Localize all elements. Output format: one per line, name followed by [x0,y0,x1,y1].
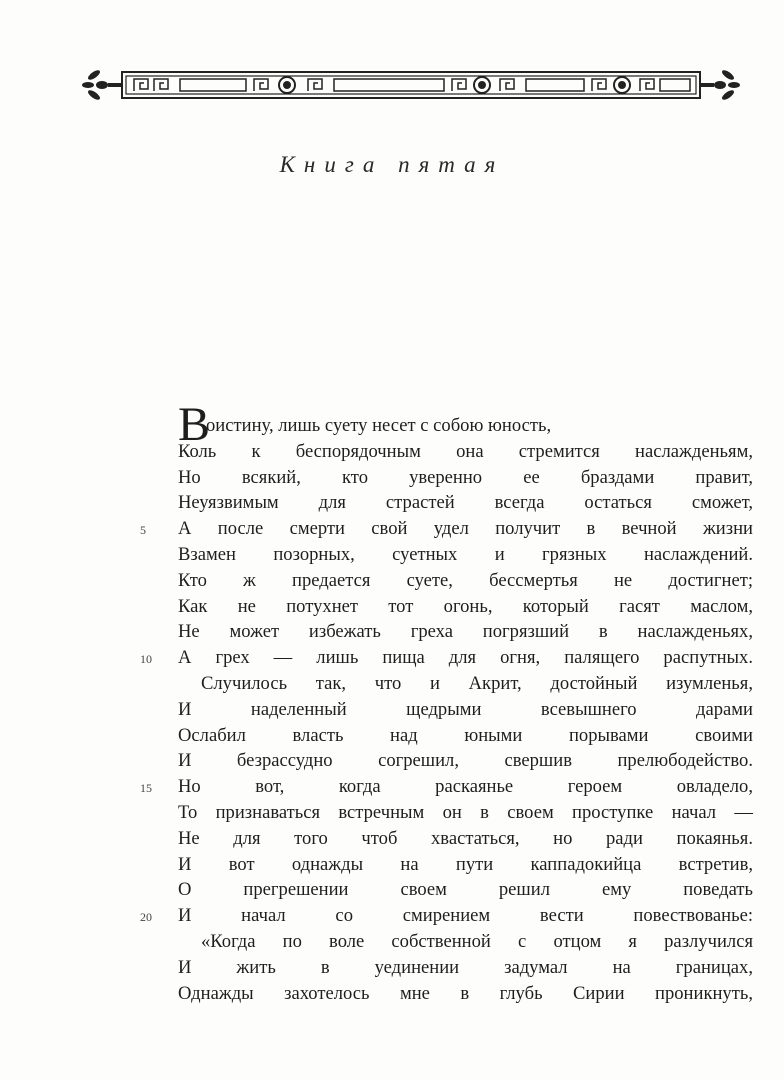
line-text: И жить в уединении задумал на границах, [178,956,753,978]
line-number: 10 [140,652,152,667]
line-text: Однажды захотелось мне в глубь Сирии проникнуть, [178,982,753,1004]
poem-line [0,645,784,671]
poem-line [0,490,784,516]
line-number: 15 [140,781,152,796]
line-text: Но всякий, кто уверенно ее браздами правит, [178,466,753,488]
poem-line [0,981,784,1007]
line-text: То признаваться встречным он в своем проступке начал — [178,801,753,823]
poem-line [0,671,784,697]
line-text: А грех — лишь пища для огня, палящего распутных. [178,647,753,669]
line-text: оистину, лишь суету несет с собою юность, [206,415,552,436]
chapter-title: Книга пятая [279,152,505,177]
line-text: А после смерти свой удел получит в вечной жизни [178,518,753,540]
poem-line [0,903,784,929]
poem-line [0,929,784,955]
line-text: Ослабил власть над юными порывами своими [178,724,753,746]
line-text: Неуязвимым для страстей всегда остаться сможет, [178,492,753,514]
poem-line [0,465,784,491]
line-number: 5 [140,523,146,538]
poem-line [0,568,784,594]
poem-line [0,723,784,749]
decorative-header-ornament [82,64,740,106]
line-text: И наделенный щедрыми всевышнего дарами [178,698,753,720]
line-text: Кто ж предается суете, бессмертья не достигнет; [178,569,753,591]
poem-line [0,800,784,826]
poem-line [0,748,784,774]
line-text: О прегрешении своем решил ему поведать [178,879,753,901]
poem-line [0,439,784,465]
line-text: Случилось так, что и Акрит, достойный изумленья, [201,672,753,694]
line-text: Коль к беспорядочным она стремится наслажденьям, [178,440,753,462]
line-text: И начал со смирением вести повествованье: [178,905,753,927]
line-text: Не для того чтоб хвастаться, но ради покаянья. [178,827,753,849]
poem-line [0,852,784,878]
poem-line [0,955,784,981]
line-text: Взамен позорных, суетных и грязных наслаждений. [178,543,753,565]
poem-line [0,542,784,568]
poem-line [0,877,784,903]
line-text: «Когда по воле собственной с отцом я разлучился [201,930,753,952]
poem-line [0,516,784,542]
drop-cap: В [178,398,211,451]
line-text: Не может избежать греха погрязший в наслажденьях, [178,621,753,643]
line-text: Но вот, когда раскаянье героем овладело, [178,776,753,798]
line-text: И безрассудно согрешил, свершив прелюбодейство. [178,750,753,772]
poem-line [0,774,784,800]
line-text: Как не потухнет тот огонь, который гасят маслом, [178,595,753,617]
poem-line [0,826,784,852]
poem-line [0,697,784,723]
poem-line [0,619,784,645]
poem-line [0,594,784,620]
line-number: 20 [140,910,152,925]
line-text: И вот однажды на пути каппадокийца встретив, [178,853,753,875]
poem-text [0,398,784,1006]
